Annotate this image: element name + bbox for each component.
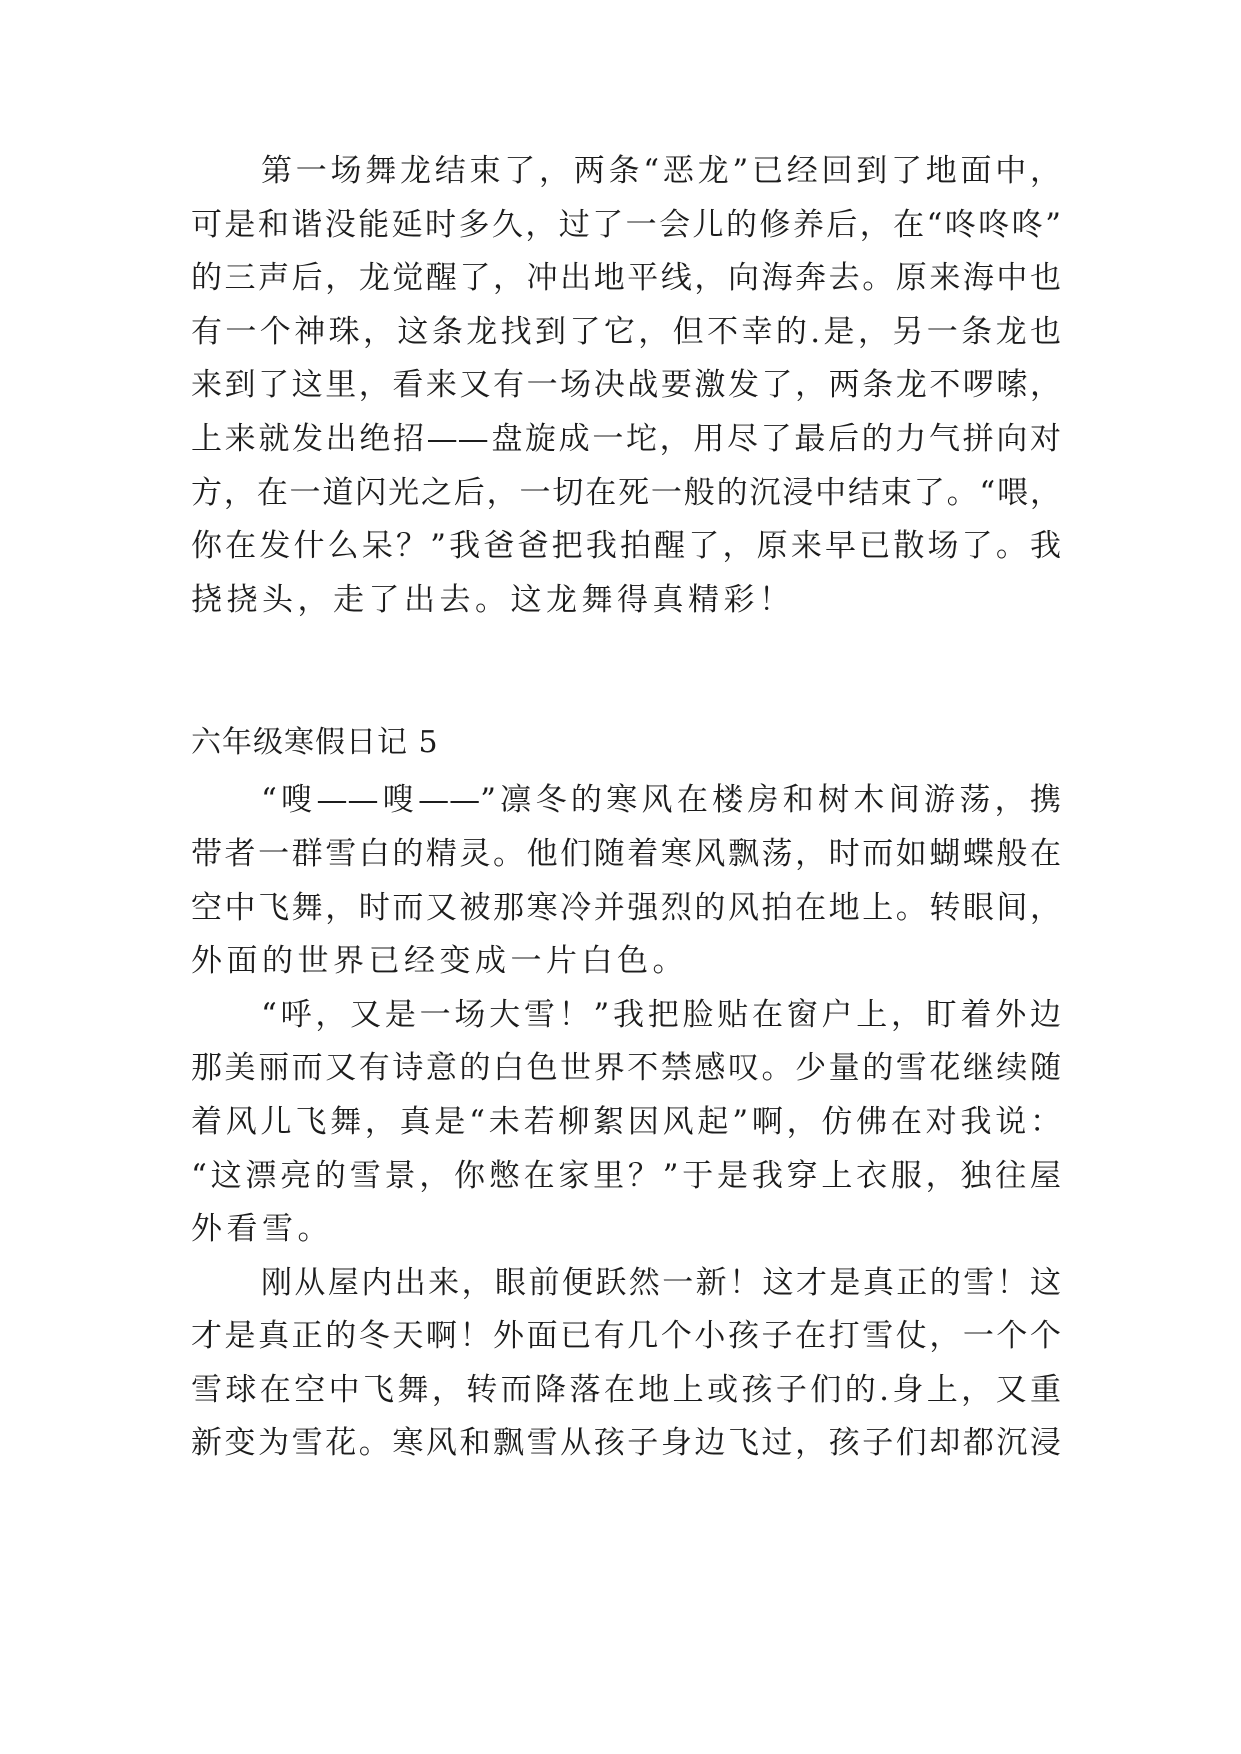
- document-page: [191, 145, 1061, 1471]
- paragraph-line: 空中飞舞，时而又被那寒冷并强烈的风拍在地上。转眼间，: [191, 889, 1061, 926]
- paragraph-line: 刚从屋内出来，眼前便跃然一新！这才是真正的雪！这: [261, 1264, 1061, 1301]
- paragraph-1: [191, 145, 1061, 627]
- paragraph-line: 有一个神珠，这条龙找到了它，但不幸的.是，另一条龙也: [191, 313, 1061, 350]
- paragraph-2: [191, 774, 1061, 988]
- paragraph-line: 新变为雪花。寒风和飘雪从孩子身边飞过，孩子们却都沉浸: [191, 1425, 1061, 1462]
- paragraph-line: 第一场舞龙结束了，两条“恶龙”已经回到了地面中，: [261, 153, 1061, 189]
- paragraph-4: [191, 1257, 1061, 1471]
- section-spacer: [191, 627, 1061, 723]
- paragraph-line: 上来就发出绝招——盘旋成一坨，用尽了最后的力气拼向对: [191, 420, 1061, 457]
- paragraph-line: 你在发什么呆？”我爸爸把我拍醒了，原来早已散场了。我: [191, 528, 1061, 565]
- paragraph-line: 来到了这里，看来又有一场决战要激发了，两条龙不啰嗦，: [191, 367, 1061, 404]
- paragraph-line: 方，在一道闪光之后，一切在死一般的沉浸中结束了。“喂，: [191, 474, 1061, 511]
- paragraph-line: 那美丽而又有诗意的白色世界不禁感叹。少量的雪花继续随: [191, 1050, 1061, 1087]
- paragraph-line: 雪球在空中飞舞，转而降落在地上或孩子们的.身上，又重: [191, 1371, 1061, 1408]
- paragraph-line: “这漂亮的雪景，你憋在家里？”于是我穿上衣服，独往屋: [191, 1157, 1061, 1194]
- paragraph-line: 外面的世界已经变成一片白色。: [191, 943, 688, 980]
- paragraph-line: “呼，又是一场大雪！”我把脸贴在窗户上，盯着外边: [261, 996, 1061, 1033]
- paragraph-line: 可是和谐没能延时多久，过了一会儿的修养后，在“咚咚咚”: [191, 206, 1061, 243]
- paragraph-line: 带者一群雪白的精灵。他们随着寒风飘荡，时而如蝴蝶般在: [191, 835, 1061, 872]
- paragraph-line: “嗖——嗖——”凛冬的寒风在楼房和树木间游荡，携: [261, 782, 1061, 819]
- paragraph-3: [191, 989, 1061, 1257]
- paragraph-line: 外看雪。: [191, 1211, 333, 1248]
- paragraph-line: 挠挠头，走了出去。这龙舞得真精彩！: [191, 581, 795, 618]
- paragraph-line: 才是真正的冬天啊！外面已有几个小孩子在打雪仗，一个个: [191, 1318, 1061, 1355]
- paragraph-line: 着风儿飞舞，真是“未若柳絮因风起”啊，仿佛在对我说：: [191, 1103, 1061, 1140]
- paragraph-line: 的三声后，龙觉醒了，冲出地平线，向海奔去。原来海中也: [191, 260, 1061, 297]
- section-heading: 六年级寒假日记 5: [191, 725, 439, 761]
